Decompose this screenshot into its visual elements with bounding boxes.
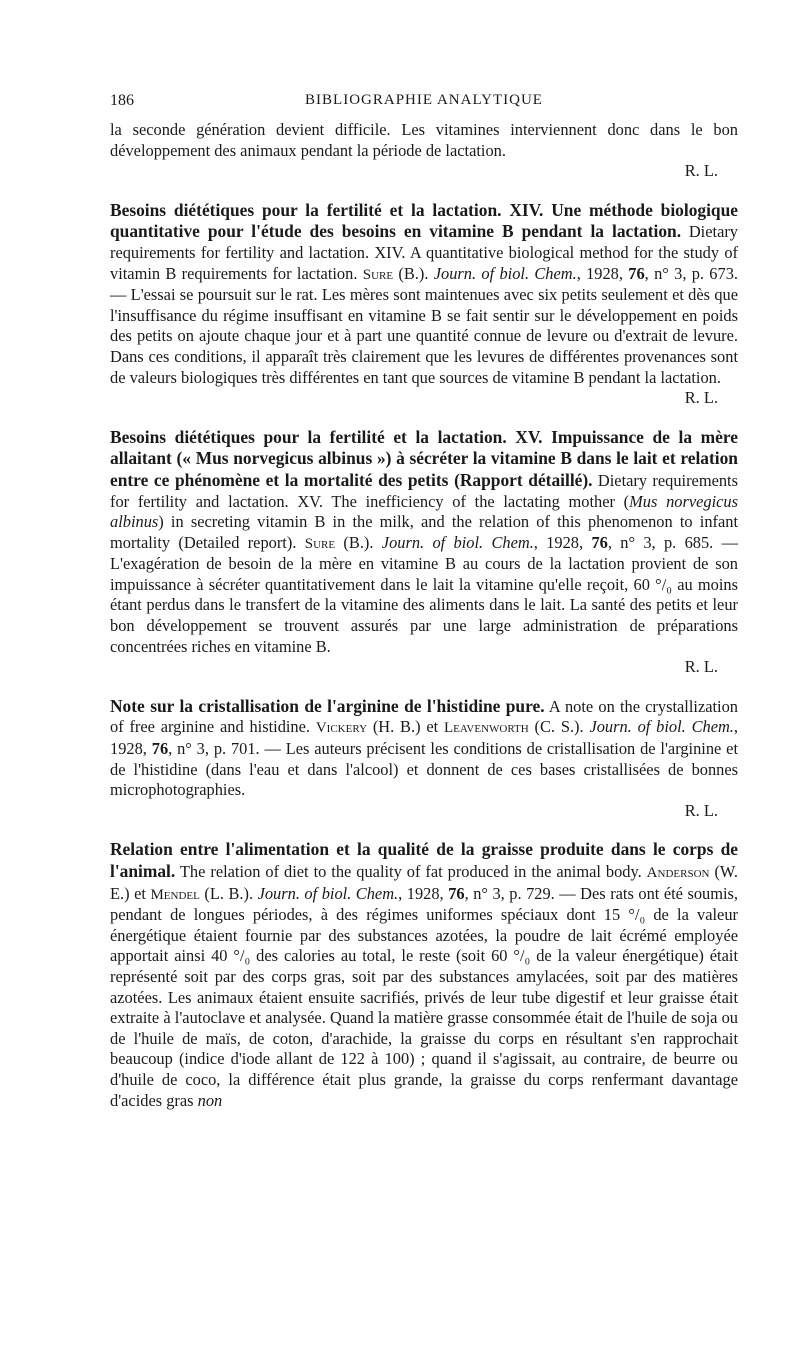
journal-name: Journ. of biol. Chem.: [433, 263, 577, 283]
author-name: Sure: [304, 535, 336, 552]
volume-number: 76: [628, 263, 645, 283]
entry-xv: Besoins diététiques pour la fertilité et la lactation. XV. Impuissance de la mère allaitant (« Mus norvegicus albinus ») à sécréter la vitamine B dans le lait et relation entre ce phénomène et la mortalité des petits (Rapport détaillé). Dietary requirements for fertility and lactation. XV. The inefficiency of the lactating mother (Mus norvegicus albinus) in secreting vitamin B in the milk, and the relation of this phenomenon to infant mortality (Detailed report). Sure (B.). Journ. of biol. Chem., 1928, 76, n° 3, p. 685. — L'exagération de besoin de la mère en vitamine B au cours de la lactation provient de son impuissance à sécréter quantitativement dans le lait la vitamine qu'elle reçoit, 60 °/₀ au moins étant perdus dans le transfert de la vitamine des aliments dans le lait. La santé des petits et leur bon développement se trouvent assurés par une large administration de préparations concentrées riches en vitamine B.: [110, 426, 738, 656]
entry-title: Besoins diététiques pour la fertilité et la lactation. XIV. Une méthode biologique quantitative pour l'étude des besoins en vitamine B pendant la lactation.: [110, 199, 738, 242]
running-title: BIBLIOGRAPHIE ANALYTIQUE: [305, 92, 543, 108]
entry-arginine: Note sur la cristallisation de l'arginine de l'histidine pure. A note on the crystallization of free arginine and histidine. Vickery (H. B.) et Leavenworth (C. S.). Journ. of biol. Chem., 1928, 76, n° 3, p. 701. — Les auteurs précisent les conditions de cristallisation de l'arginine et de l'histidine (dans l'eau et dans l'alcool) et donnent de ces bases cristallisées de bonnes microphotographies.: [110, 695, 739, 800]
author-name: Anderson: [646, 865, 710, 881]
journal-name: Journ. of biol. Chem.: [257, 883, 399, 903]
entry-signature: R. L.: [684, 800, 718, 820]
page-header: [110, 92, 738, 120]
page-number: 186: [110, 92, 134, 109]
entry-title: Note sur la cristallisation de l'arginine de l'histidine pure.: [110, 695, 545, 716]
volume-number: 76: [591, 532, 608, 552]
author-name: Mendel: [150, 886, 200, 903]
entry-graisse: Relation entre l'alimentation et la qualité de la graisse produite dans le corps de l'animal. The relation of diet to the quality of fat produced in the animal body. Anderson (W. E.) et Mendel (L. B.). Journ. of biol. Chem., 1928, 76, n° 3, p. 729. — Des rats ont été soumis, pendant de longues périodes, à des régimes uniformes spéciaux dont 15 °/₀ de la valeur énergétique étaient fournie par des substances azotées, la poudre de lait écrémé employée apportait ainsi 40 °/₀ des calories au total, le reste (soit 60 °/₀ de la valeur énergétique) était représenté soit par des corps gras, soit par des substances amylacées, soit par des matières azotées. Les animaux étaient ensuite sacrifiés, privés de leur tube digestif et leur graisse était extraite à l'autoclave et analysée. Quand la matière grasse consommée était de l'huile de soja ou de l'huile de maïs, de coton, d'arachide, la graisse du corps en résultant s'en rapprochait beaucoup (indice d'iode allant de 122 à 100) ; quand il s'agissait, au contraire, de beurre ou d'huile de coco, la différence était plus grande, la graisse du corps renfermant davantage d'acides gras non: [110, 839, 739, 1110]
entry-signature: R. L.: [684, 161, 718, 181]
entry-signature: R. L.: [684, 388, 718, 408]
volume-number: 76: [448, 883, 465, 903]
entry-continuation: la seconde génération devient difficile. Les vitamines interviennent donc dans le bon développement des animaux pendant la période de lactation.: [110, 120, 738, 160]
entry-title: Besoins diététiques pour la fertilité et la lactation. XV. Impuissance de la mère allaitant (« Mus norvegicus albinus ») à sécréter la vitamine B dans le lait et relation entre ce phénomène et la mortalité des petits (Rapport détaillé).: [110, 426, 738, 490]
author-name: Vickery: [315, 720, 368, 737]
journal-name: Journ. of biol. Chem.: [381, 532, 534, 552]
author-name: Sure: [362, 266, 394, 283]
entry-title: Relation entre l'alimentation et la qualité de la graisse produite dans le corps de l'animal.: [110, 839, 738, 881]
page: [110, 92, 738, 1111]
journal-name: Journ. of biol. Chem.: [589, 717, 734, 737]
author-name: Leavenworth: [444, 720, 529, 737]
entry-signature: R. L.: [684, 657, 718, 677]
article-body: [110, 120, 738, 1111]
entry-xiv: Besoins diététiques pour la fertilité et la lactation. XIV. Une méthode biologique quantitative pour l'étude des besoins en vitamine B pendant la lactation. Dietary requirements for fertility and lactation. XIV. A quantitative biological method for the study of vitamin B requirements for lactation. Sure (B.). Journ. of biol. Chem., 1928, 76, n° 3, p. 673. — L'essai se poursuit sur le rat. Les mères sont maintenues avec six petits seulement et dès que l'insuffisance du régime insuffisant en vitamine B se fait sentir sur le développement en poids des petits on ajoute chaque jour et à part une quantité connue de levure ou d'extrait de levure. Dans ces conditions, il apparaît très clairement que les levures de différentes provenances sont de valeurs biologiques très différentes en tant que sources de vitamine B pendant la lactation.: [110, 199, 738, 387]
volume-number: 76: [151, 739, 169, 759]
